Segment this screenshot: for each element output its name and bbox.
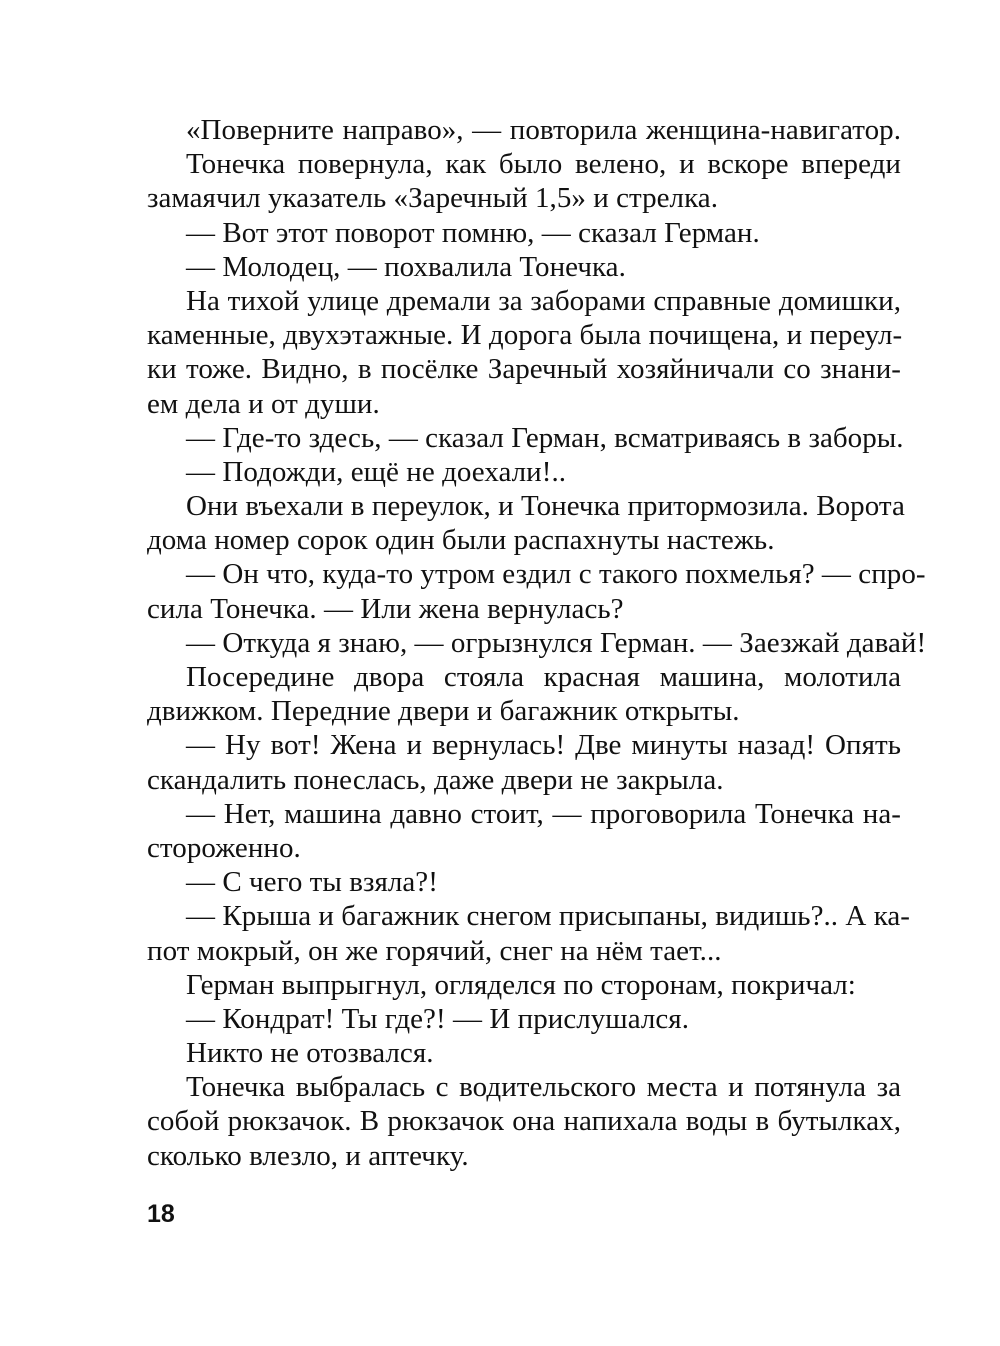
text-line: дома номер сорок один были распахнуты настежь. <box>147 524 775 557</box>
text-line: сила Тонечка. — Или жена вернулась? <box>147 592 624 625</box>
text-line: ем дела и от души. <box>147 387 380 420</box>
text-line: стороженно. <box>147 831 301 864</box>
text-line: — Кондрат! Ты где?! — И прислушался. <box>186 1002 689 1035</box>
text-line: — Молодец, — похвалила Тонечка. <box>186 250 626 283</box>
text-line: — Откуда я знаю, — огрызнулся Герман. — Заезжай давай! <box>186 626 927 659</box>
text-line: движком. Передние двери и багажник открыты. <box>147 695 740 728</box>
text-line: — С чего ты взяла?! <box>186 866 438 899</box>
text-line: Герман выпрыгнул, огляделся по сторонам, покричал: <box>186 968 856 1001</box>
text-line: сколько влезло, и аптечку. <box>147 1139 469 1172</box>
body-text <box>147 113 927 1173</box>
text-line: Они въехали в переулок, и Тонечка притормозила. Ворота <box>186 490 905 523</box>
text-line: — Подожди, ещё не доехали!.. <box>186 455 567 488</box>
text-line: — Он что, куда-то утром ездил с такого похмелья? — спро- <box>186 558 926 591</box>
text-line: замаячил указатель «Заречный 1,5» и стрелка. <box>147 182 718 215</box>
text-line: — Крыша и багажник снегом присыпаны, видишь?.. А ка- <box>186 900 911 933</box>
text-line: пот мокрый, он же горячий, снег на нём тает... <box>147 934 722 967</box>
text-line: собой рюкзачок. В рюкзачок она напихала воды в бутылках, <box>147 1105 901 1138</box>
text-line: «Поверните направо», — повторила женщина-навигатор. <box>186 114 901 146</box>
text-line: Тонечка выбралась с водительского места и потянула за <box>186 1071 901 1104</box>
text-line: На тихой улице дремали за заборами справные домишки, <box>186 284 901 317</box>
text-line: — Где-то здесь, — сказал Герман, всматриваясь в заборы. <box>186 421 904 454</box>
text-line: Посередине двора стояла красная машина, молотила <box>186 661 901 693</box>
text-line: — Нет, машина давно стоит, — проговорила Тонечка на- <box>186 797 901 830</box>
text-line: каменные, двухэтажные. И дорога была почищена, и переул- <box>147 319 903 352</box>
text-line: — Ну вот! Жена и вернулась! Две минуты назад! Опять <box>186 729 901 762</box>
text-line: Тонечка повернула, как было велено, и вскоре впереди <box>186 148 901 181</box>
text-line: скандалить понеслась, даже двери не закрыла. <box>147 763 724 796</box>
text-line: — Вот этот поворот помню, — сказал Герман. <box>186 216 760 249</box>
text-line: Никто не отозвался. <box>186 1037 434 1070</box>
text-line: ки тоже. Видно, в посёлке Заречный хозяйничали со знани- <box>147 353 901 386</box>
page-number: 18 <box>147 1200 175 1228</box>
